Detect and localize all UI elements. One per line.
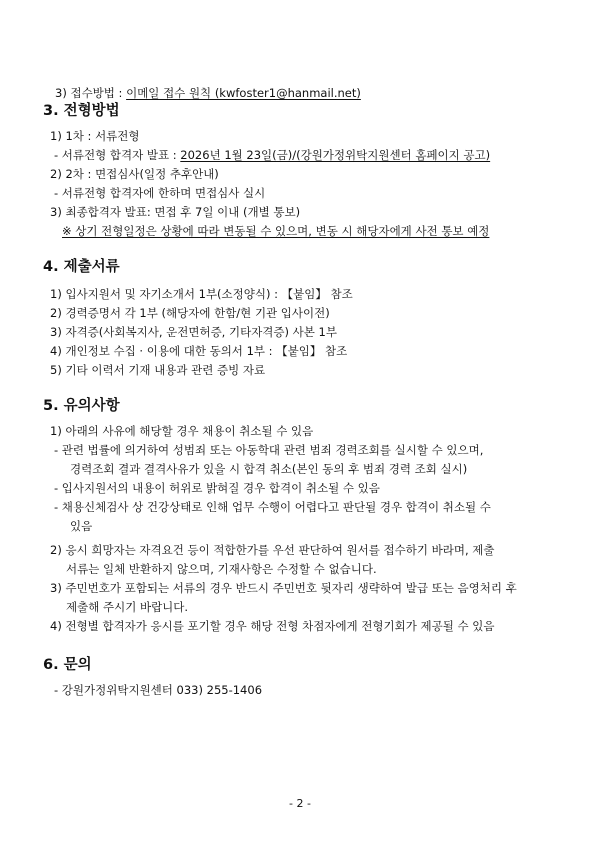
intro-num: 3) (55, 86, 67, 100)
section-6-title: 6. 문의 (43, 657, 92, 673)
section-5-line-9: 3) 주민번호가 포함되는 서류의 경우 반드시 주민번호 뒷자리 생략하여 발급 또는 음영처리 후 (50, 581, 517, 595)
section-4-item: 2) 경력증명서 각 1부 (해당자에 한함/현 기관 입사이전) (50, 306, 330, 320)
section-3-line-3: 2) 2차 : 면접심사(일정 추후안내) (50, 167, 219, 181)
section-4-item: 1) 입사지원서 및 자기소개서 1부(소정양식) : 【붙임】 참조 (50, 287, 353, 301)
section-5-line-7: 2) 응시 희망자는 자격요건 등이 적합한가를 우선 판단하여 원서를 접수하기 바라며, 제출 (50, 543, 495, 557)
section-4-item: 4) 개인정보 수집 · 이용에 대한 동의서 1부 : 【붙임】 참조 (50, 344, 348, 358)
section-5-line-11: 4) 전형별 합격자가 응시를 포기할 경우 해당 전형 차점자에게 전형기회가 제공될 수 있음 (50, 619, 495, 633)
section-3-notice: ※ 상기 전형일정은 상황에 따라 변동될 수 있으며, 변동 시 해당자에게 사전 통보 예정 (62, 224, 490, 238)
section-4-item: 5) 기타 이력서 기재 내용과 관련 증빙 자료 (50, 363, 266, 377)
section-3-line-2 (54, 148, 490, 162)
intro-label: 접수방법 : (70, 86, 123, 100)
page-number: - 2 - (289, 797, 311, 810)
section-5-title: 5. 유의사항 (43, 398, 120, 414)
section-3-announce-date: 2026년 1월 23일(금)/(강원가정위탁지원센터 홈페이지 공고) (180, 148, 491, 162)
section-6-contact: - 강원가정위탁지원센터 033) 255-1406 (54, 683, 263, 697)
section-4-item: 3) 자격증(사회복지사, 운전면허증, 기타자격증) 사본 1부 (50, 325, 337, 339)
section-5-line-3: 경력조회 결과 결격사유가 있을 시 합격 취소(본인 동의 후 범죄 경력 조회 실시) (70, 462, 468, 476)
section-5-line-6: 있음 (70, 519, 93, 533)
section-5-line-4: - 입사지원서의 내용이 허위로 밝혀질 경우 합격이 취소될 수 있음 (54, 481, 380, 495)
intro-line (55, 86, 361, 100)
section-3-line-4: - 서류전형 합격자에 한하며 면접심사 실시 (54, 186, 266, 200)
section-3-line-5: 3) 최종합격자 발표: 면접 후 7일 이내 (개별 통보) (50, 205, 301, 219)
intro-email-value: 이메일 접수 원칙 (kwfoster1@hanmail.net) (126, 86, 361, 100)
section-3-line-1: 1) 1차 : 서류전형 (50, 129, 140, 143)
section-5-line-5: - 채용신체검사 상 건강상태로 인해 업무 수행이 어렵다고 판단될 경우 합격이 취소될 수 (54, 500, 491, 514)
section-5-line-10: 제출해 주시기 바랍니다. (66, 600, 189, 614)
section-5-line-8: 서류는 일체 반환하지 않으며, 기재사항은 수정할 수 없습니다. (66, 562, 377, 576)
section-4-title: 4. 제출서류 (43, 259, 120, 275)
section-5-line-2: - 관련 법률에 의거하여 성범죄 또는 아동학대 관련 범죄 경력조회를 실시할 수 있으며, (54, 443, 484, 457)
section-3-title: 3. 전형방법 (43, 103, 120, 119)
section-3-line-2-prefix: - 서류전형 합격자 발표 : (54, 148, 177, 162)
section-5-line-1: 1) 아래의 사유에 해당할 경우 채용이 취소될 수 있음 (50, 424, 314, 438)
